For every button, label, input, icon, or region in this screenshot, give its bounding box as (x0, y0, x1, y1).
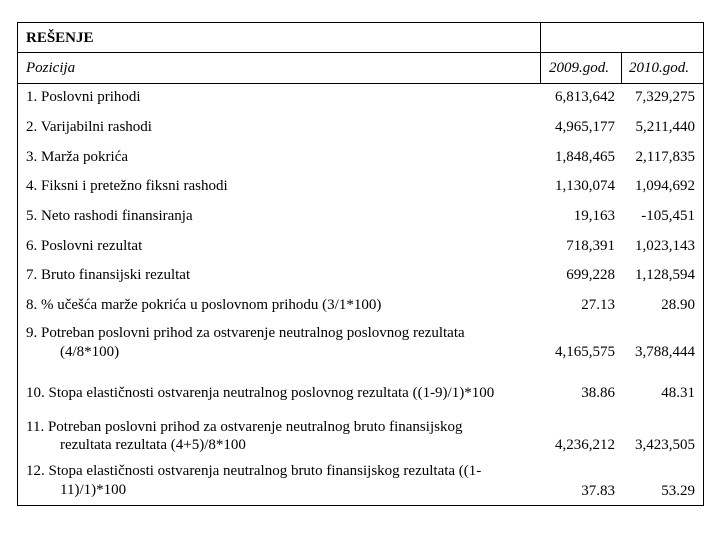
table-row (18, 297, 703, 321)
value-2010: -105,451 (641, 208, 695, 224)
row-label: 1. Poslovni prihodi (26, 89, 141, 105)
table-header-row (18, 52, 703, 84)
row-label-continuation: 11)/1)*100 (60, 482, 127, 498)
value-2009: 4,165,575 (555, 344, 615, 360)
header-2010: 2010.god. (629, 60, 689, 76)
value-2009: 27.13 (581, 297, 615, 313)
row-label: 2. Varijabilni rashodi (26, 119, 152, 135)
value-2009: 718,391 (566, 238, 615, 254)
value-2009: 19,163 (573, 208, 615, 224)
value-2009: 4,965,177 (555, 119, 615, 135)
value-2010: 28.90 (661, 297, 695, 313)
value-2010: 1,023,143 (635, 238, 695, 254)
value-2009: 4,236,212 (555, 437, 615, 453)
header-2009: 2009.god. (549, 60, 609, 76)
table-row (18, 385, 703, 409)
row-label: 10. Stopa elastičnosti ostvarenja neutralnog poslovnog rezultata ((1-9)/1)*100 (26, 385, 495, 401)
table-row (18, 119, 703, 143)
table-row (18, 149, 703, 173)
table-row (18, 419, 703, 459)
table-row (18, 178, 703, 202)
table-row (18, 267, 703, 291)
value-2010: 1,128,594 (635, 267, 695, 283)
table-row (18, 463, 703, 503)
table-title-row (18, 23, 703, 53)
row-label: 8. % učešća marže pokrića u poslovnom prihodu (3/1*100) (26, 297, 382, 313)
value-2010: 3,788,444 (635, 344, 695, 360)
value-2010: 2,117,835 (635, 149, 695, 165)
value-2009: 699,228 (566, 267, 615, 283)
table-row (18, 89, 703, 113)
row-label: 4. Fiksni i pretežno fiksni rashodi (26, 178, 228, 194)
value-2009: 6,813,642 (555, 89, 615, 105)
row-label-continuation: (4/8*100) (60, 344, 120, 360)
value-2010: 5,211,440 (635, 119, 695, 135)
value-2010: 48.31 (661, 385, 695, 401)
value-2009: 38.86 (581, 385, 615, 401)
row-label: 7. Bruto finansijski rezultat (26, 267, 191, 283)
value-2009: 37.83 (581, 483, 615, 499)
table-title: REŠENJE (26, 30, 94, 46)
row-label: 3. Marža pokrića (26, 149, 129, 165)
row-label: 9. Potreban poslovni prihod za ostvarenje neutralnog poslovnog rezultata (26, 325, 465, 341)
value-2010: 3,423,505 (635, 437, 695, 453)
value-2010: 7,329,275 (635, 89, 695, 105)
value-2010: 53.29 (661, 483, 695, 499)
value-2009: 1,130,074 (555, 178, 615, 194)
value-2009: 1,848,465 (555, 149, 615, 165)
row-label: 12. Stopa elastičnosti ostvarenja neutralnog bruto finansijskog rezultata ((1- (26, 463, 482, 479)
row-label: 6. Poslovni rezultat (26, 238, 143, 254)
value-2010: 1,094,692 (635, 178, 695, 194)
row-label-continuation: rezultata rezultata (4+5)/8*100 (60, 437, 246, 453)
header-pozicija: Pozicija (26, 60, 76, 76)
table-row (18, 208, 703, 232)
row-label: 11. Potreban poslovni prihod za ostvarenje neutralnog bruto finansijskog (26, 419, 463, 435)
table-row (18, 325, 703, 365)
row-label: 5. Neto rashodi finansiranja (26, 208, 193, 224)
table-row (18, 238, 703, 262)
solution-table (17, 22, 704, 506)
